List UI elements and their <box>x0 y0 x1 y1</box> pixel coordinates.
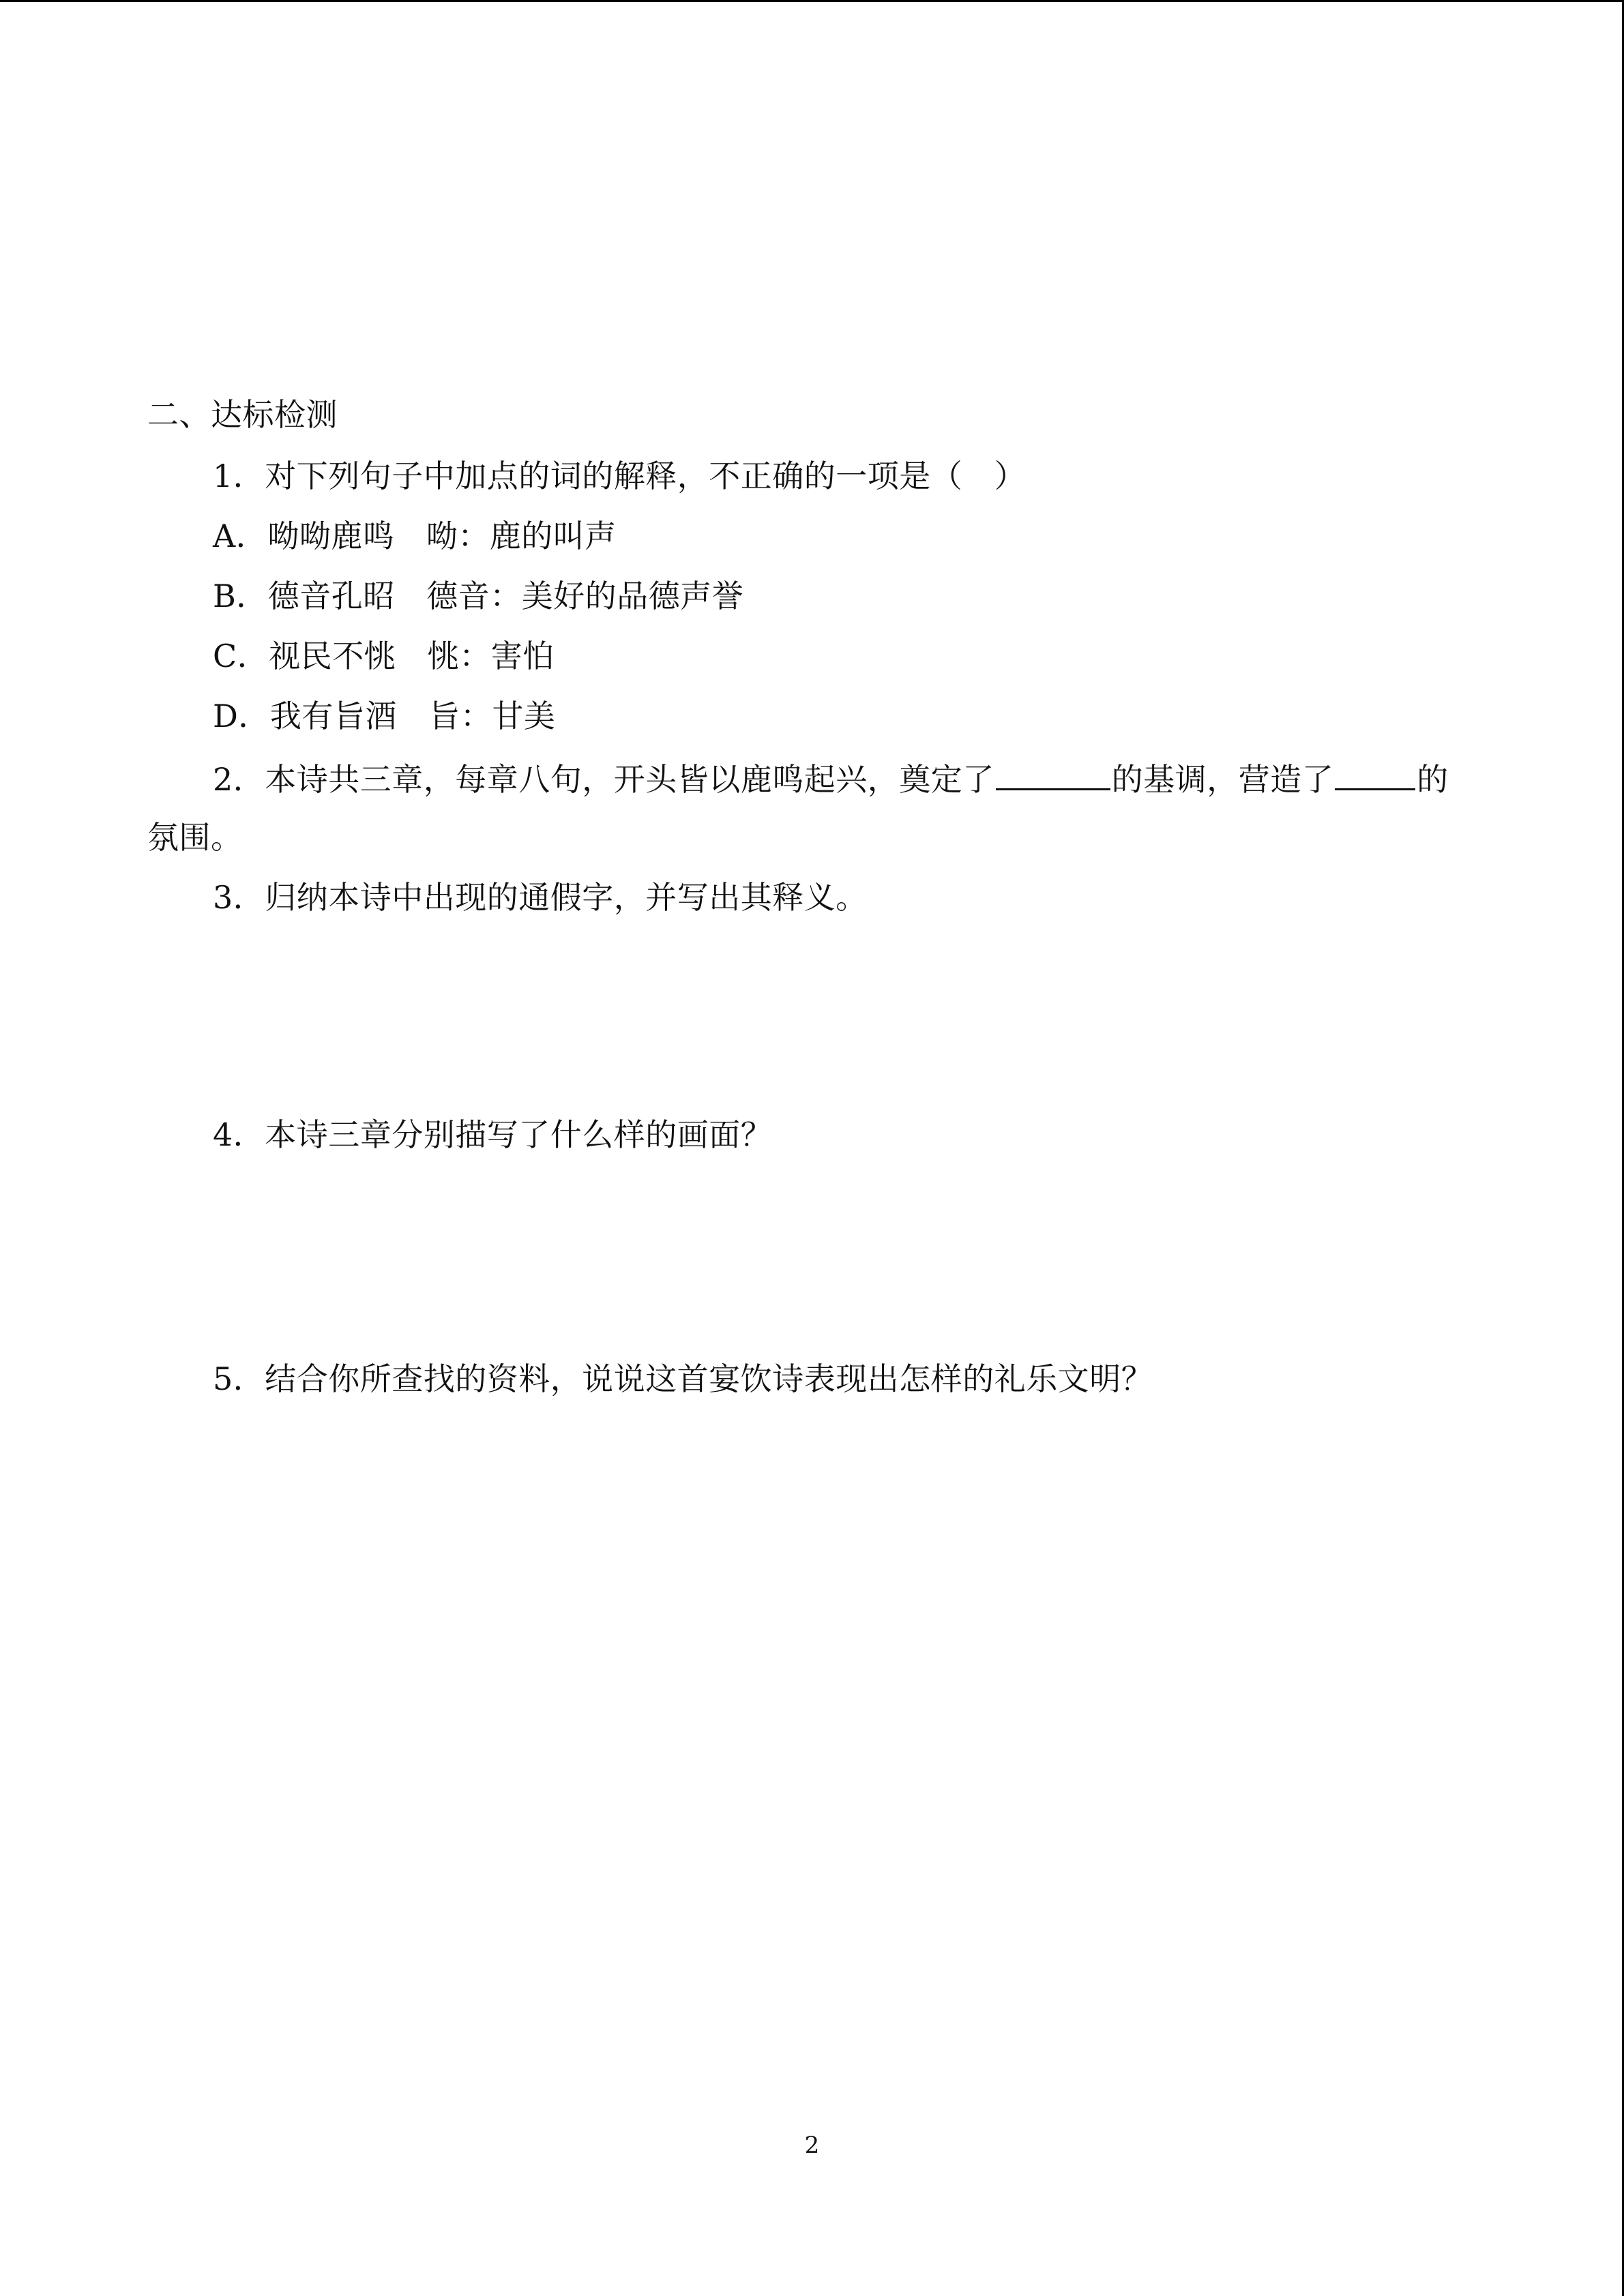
question-3-stem: 3．归纳本诗中出现的通假字，并写出其释义。 <box>213 879 868 916</box>
question-2-part-2: 的基调，营造了 <box>1111 761 1334 798</box>
question-1-stem: 1．对下列句子中加点的词的解释，不正确的一项是（ ） <box>213 458 1027 494</box>
answer-blank-atmosphere[interactable] <box>1335 756 1415 790</box>
question-1-option-c: C．视民不恌 恌：害怕 <box>213 638 555 674</box>
question-2-part-3: 的 <box>1417 761 1449 798</box>
question-2-continuation: 氛围。 <box>147 819 243 856</box>
question-1-option-a: A．呦呦鹿鸣 呦：鹿的叫声 <box>213 518 617 554</box>
answer-blank-tone[interactable] <box>996 756 1110 790</box>
page-number: 2 <box>804 2132 820 2159</box>
question-1-option-b: B．德音孔昭 德音：美好的品德声誉 <box>213 578 744 614</box>
question-2-stem <box>213 756 1449 800</box>
question-4-stem: 4．本诗三章分别描写了什么样的画面？ <box>213 1116 773 1153</box>
question-2-part-1: 2．本诗共三章，每章八句，开头皆以鹿鸣起兴，奠定了 <box>213 761 994 798</box>
question-1-option-d: D．我有旨酒 旨：甘美 <box>213 698 556 734</box>
section-title: 二、达标检测 <box>147 396 338 433</box>
question-5-stem: 5．结合你所查找的资料，说说这首宴饮诗表现出怎样的礼乐文明？ <box>213 1360 1153 1397</box>
